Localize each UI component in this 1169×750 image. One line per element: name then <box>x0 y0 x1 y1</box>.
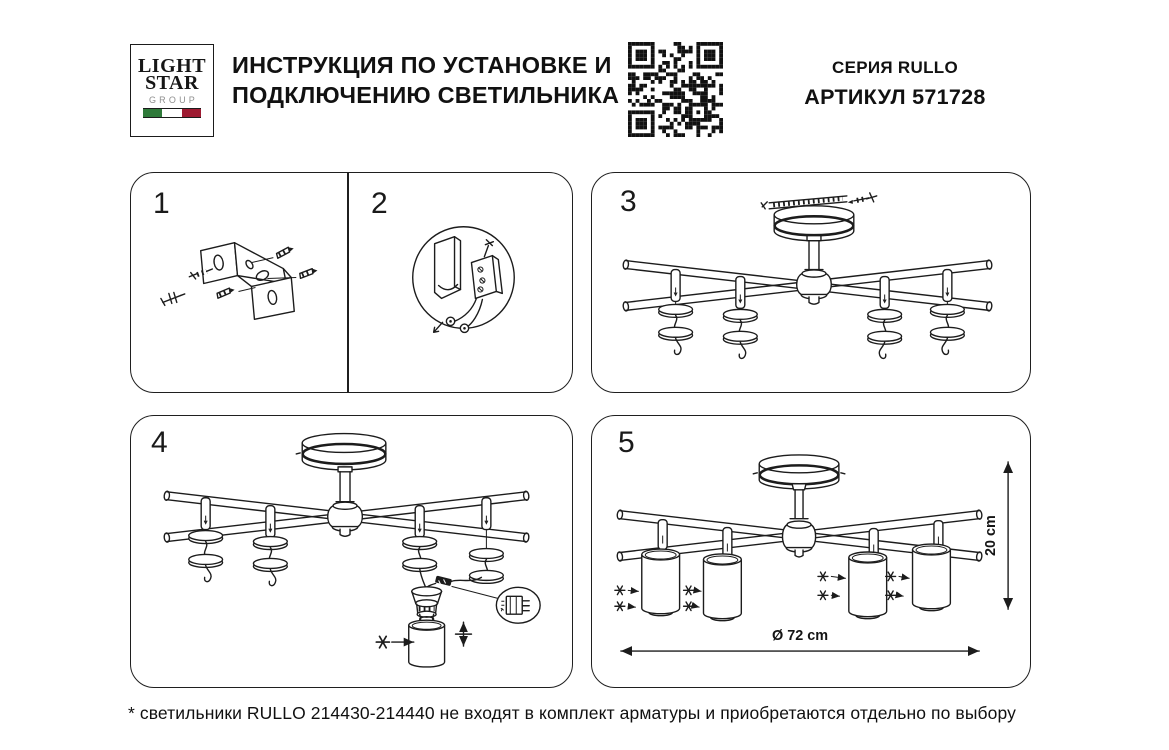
wall-anchor-icon <box>299 268 318 278</box>
title-line-2: ПОДКЛЮЧЕНИЮ СВЕТИЛЬНИКА <box>232 82 620 108</box>
height-dimension-label: 20 cm <box>983 515 1000 557</box>
italian-flag-icon <box>143 108 201 118</box>
lamp-holder <box>930 270 964 355</box>
canopy <box>296 434 386 470</box>
footnote: * светильники RULLO 214430-214440 не входят в комплект арматуры и приобретаются отдельно по выбору <box>128 703 1016 723</box>
series-label: СЕРИЯ RULLO <box>832 58 958 77</box>
shade-install-drawing <box>131 416 572 687</box>
mounting-bracket-drawing <box>161 243 318 320</box>
asterisk-mark-icon <box>684 586 694 595</box>
panel-divider <box>347 173 349 392</box>
panel-step-3 <box>591 172 1031 393</box>
wall-anchor-icon <box>217 287 236 298</box>
qr-code <box>628 42 723 137</box>
logo-light-text: LIGHT <box>137 55 207 77</box>
cylinder-shade <box>703 554 741 621</box>
asterisk-mark-icon <box>818 591 828 600</box>
lamp-holder <box>469 498 503 584</box>
lamp-holder <box>723 528 732 558</box>
panel-step-4 <box>130 415 573 688</box>
step-number-2: 2 <box>371 187 388 220</box>
logo-group-text: GROUP <box>148 95 198 105</box>
cylinder-shade <box>913 544 951 611</box>
stem <box>790 484 808 519</box>
title-line-1: ИНСТРУКЦИЯ ПО УСТАНОВКЕ И <box>232 52 612 78</box>
asterisk-mark-icon <box>376 636 389 647</box>
lamp-socket <box>412 587 442 622</box>
lamp-holder <box>253 506 287 586</box>
step-number-1: 1 <box>153 187 170 220</box>
logo-star-text: STAR <box>145 72 199 94</box>
cylinder-shade <box>849 552 887 619</box>
stem <box>336 467 354 502</box>
finished-fixture-dimensions-drawing <box>592 416 1030 687</box>
lamp-holder <box>403 506 437 572</box>
lamp-holder <box>723 277 757 359</box>
mount-screw-icon <box>848 193 877 204</box>
stem <box>805 236 823 270</box>
width-dimension-label: Ø 72 cm <box>771 628 829 645</box>
height-dimension <box>983 462 1008 609</box>
cylinder-shade <box>409 620 445 667</box>
move-vertical-icon <box>456 622 472 646</box>
terminal-detail-magnifier <box>452 586 541 623</box>
asterisk-mark-icon <box>684 602 694 611</box>
central-hub <box>782 521 815 557</box>
wall-anchor-icon <box>276 246 295 258</box>
lamp-holder <box>658 520 667 550</box>
product-info <box>755 58 1035 110</box>
terminal-screw-icon <box>484 240 493 257</box>
lamp-holder <box>189 498 223 582</box>
wiring-detail-drawing <box>413 227 515 333</box>
panel-step-5 <box>591 415 1031 688</box>
chandelier-frame-drawing <box>592 173 1030 392</box>
asterisk-mark-icon <box>818 572 828 581</box>
page-title <box>232 50 619 110</box>
step-number-5: 5 <box>618 426 635 459</box>
lamp-holder <box>659 270 693 355</box>
panel-steps-1-2 <box>130 172 573 393</box>
central-hub <box>328 502 363 536</box>
bracket-and-wiring-drawing <box>131 173 572 392</box>
lightstar-logo <box>130 44 214 137</box>
central-hub <box>797 270 832 304</box>
asterisk-mark-icon <box>615 586 625 595</box>
width-dimension <box>621 628 979 651</box>
step-number-3: 3 <box>620 185 637 218</box>
asterisk-mark-icon <box>615 602 625 611</box>
cylinder-shade <box>642 549 680 616</box>
article-label: АРТИКУЛ 571728 <box>804 85 986 109</box>
screw-icon <box>161 292 185 305</box>
step-number-4: 4 <box>151 426 168 459</box>
